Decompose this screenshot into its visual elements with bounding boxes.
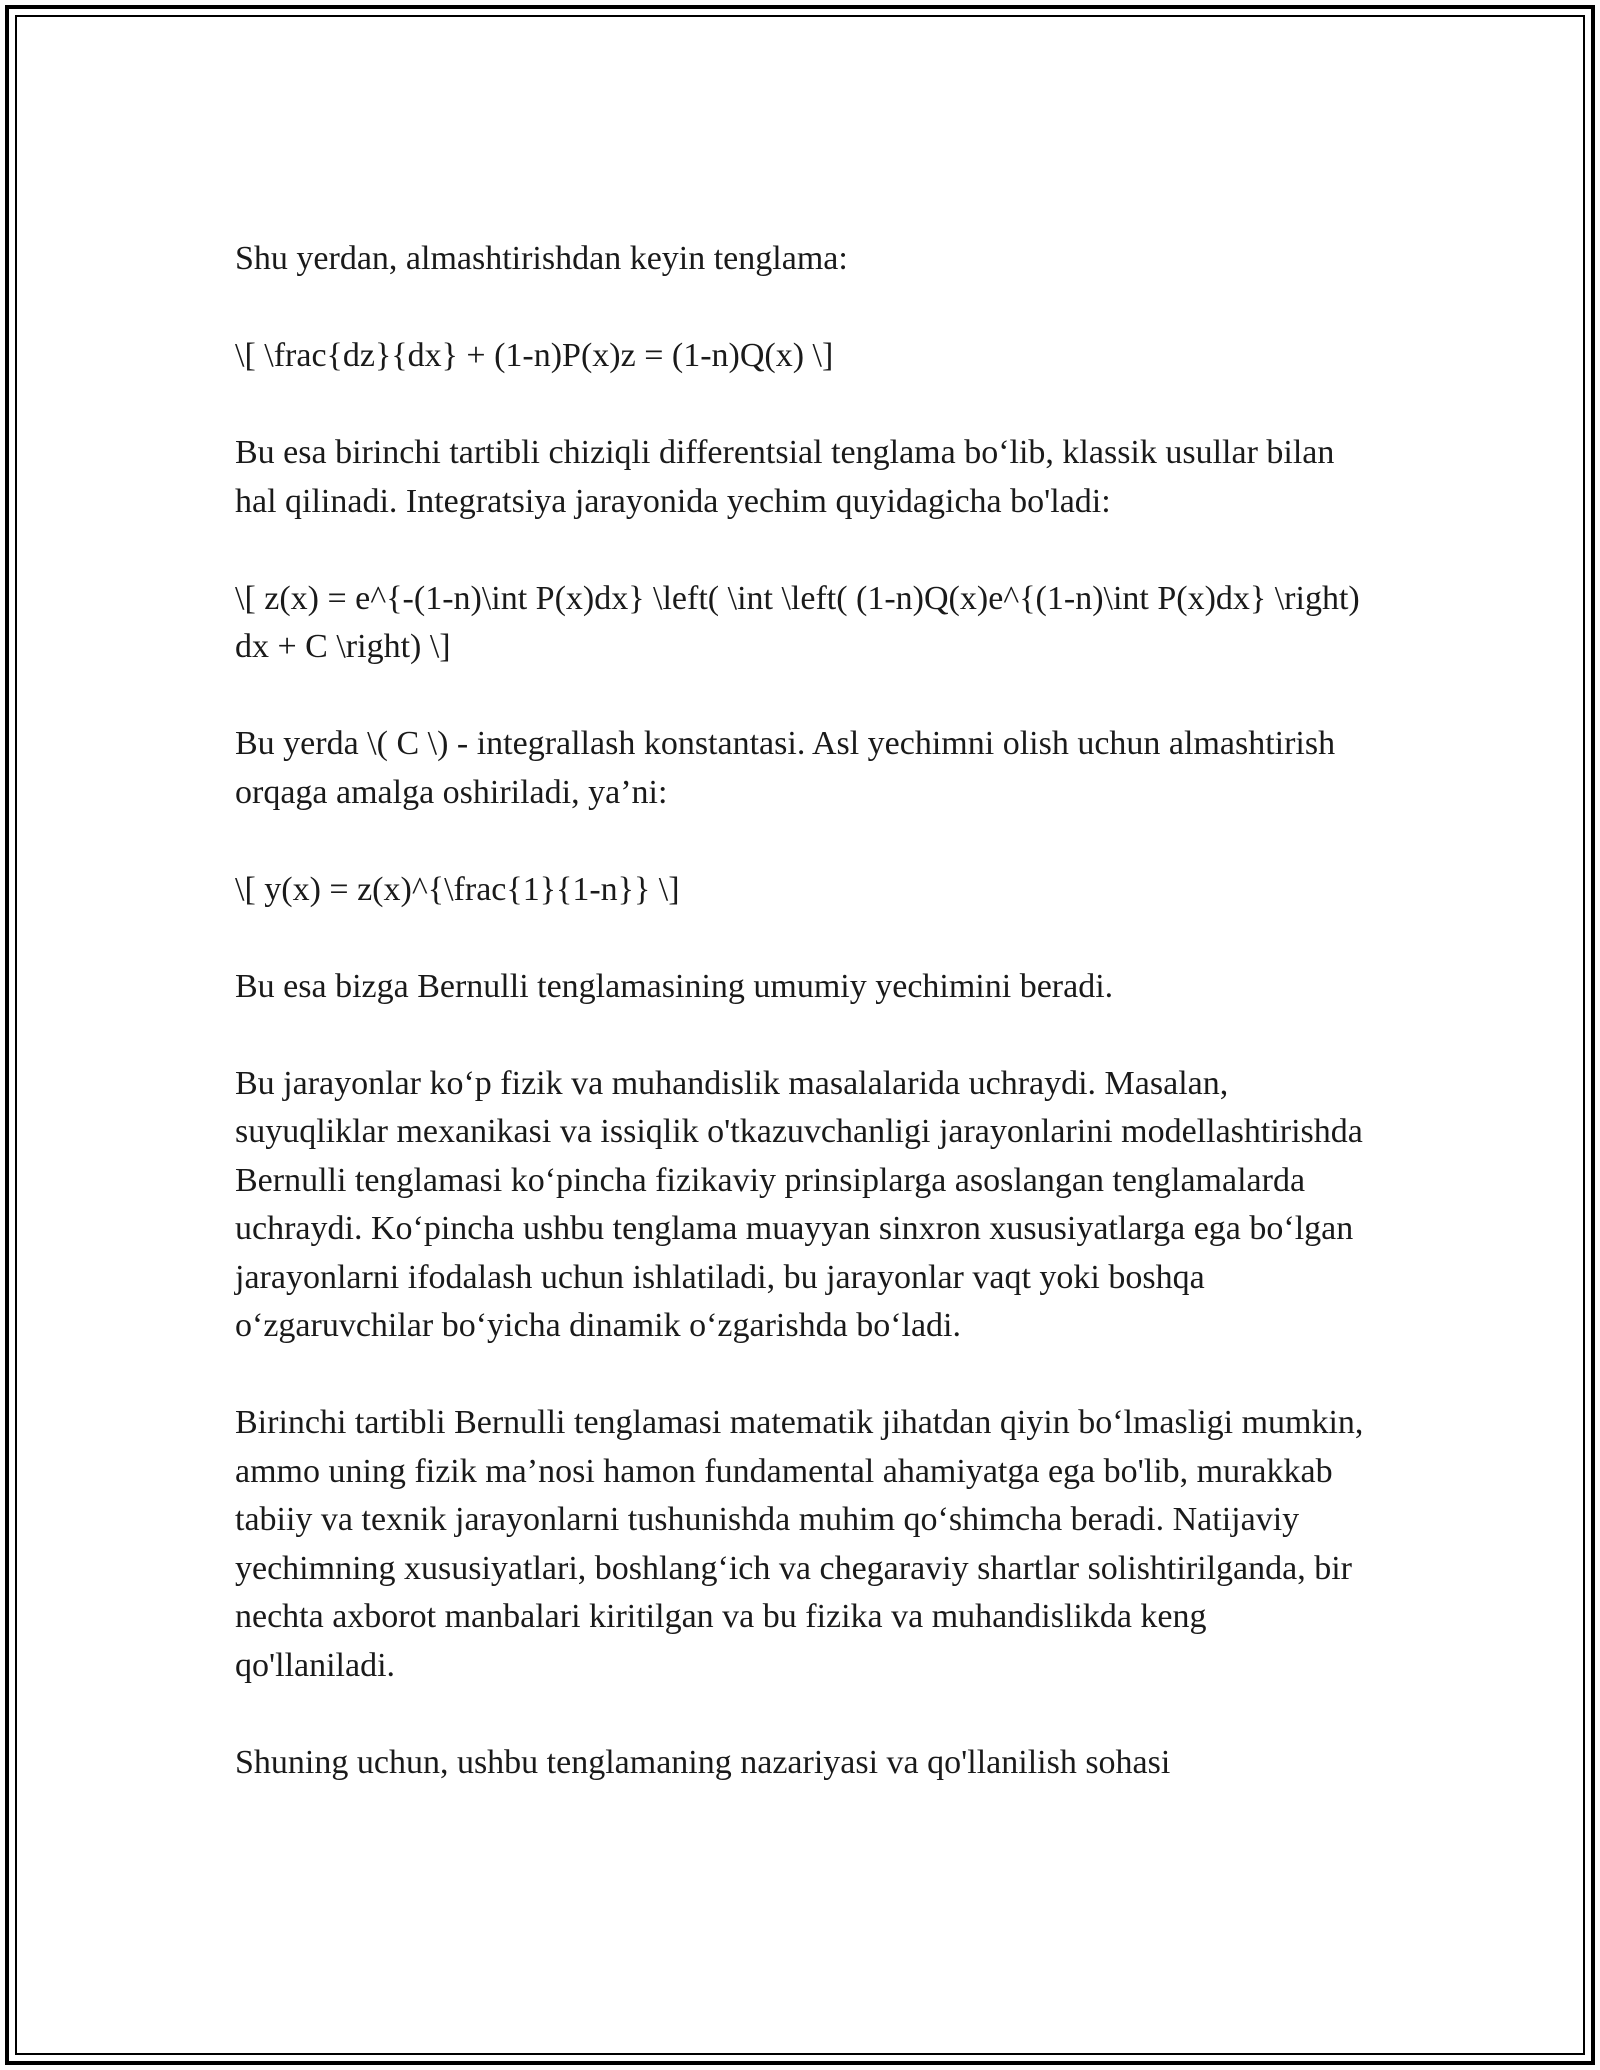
equation-y-solution: \[ y(x) = z(x)^{\frac{1}{1-n}} \] <box>235 870 680 908</box>
paragraph-general-solution: Bu esa bizga Bernulli tenglamasining umumiy yechimini beradi. <box>235 967 1114 1005</box>
equation-z-solution: \[ z(x) = e^{-(1-n)\int P(x)dx} \left( \int \left( (1-n)Q(x)e^{(1-n)\int P(x)dx} \right) dx + C \right) \] <box>235 579 1360 665</box>
paragraph-constant: Bu yerda \( C \) - integrallash konstantasi. Asl yechimni olish uchun almashtirish orqaga amalga oshiriladi, ya’ni: <box>235 725 1336 811</box>
paragraph-significance: Birinchi tartibli Bernulli tenglamasi matematik jihatdan qiyin bo‘lmasligi mumkin, ammo uning fizik ma’nosi hamon fundamental ahamiyatga ega bo'lib, murakkab tabiiy va texnik jarayonlarni tushunishda muhim qo‘shimcha beradi. Natijaviy yechimning xususiyatlari, boshlang‘ich va chegaraviy shartlar solishtirilganda, bir nechta axborot manbalari kiritilgan va bu fizika va muhandislikda keng qo'llaniladi. <box>235 1404 1364 1684</box>
paragraph-conclusion: Shuning uchun, ushbu tenglamaning nazariyasi va qo'llanilish sohasi <box>235 1743 1171 1781</box>
paragraph-intro: Shu yerdan, almashtirishdan keyin tenglama: <box>235 240 848 277</box>
document-body <box>235 235 1370 1836</box>
paragraph-applications: Bu jarayonlar ko‘p fizik va muhandislik masalalarida uchraydi. Masalan, suyuqliklar mexanikasi va issiqlik o'tkazuvchanligi jarayonlarini modellashtirishda Bernulli tenglamasi ko‘pincha fizikaviy prinsiplarga asoslangan tenglamalarda uchraydi. Ko‘pincha ushbu tenglama muayyan sinxron xususiyatlarga ega bo‘lgan jarayonlarni ifodalash uchun ishlatiladi, bu jarayonlar vaqt yoki boshqa o‘zgaruvchilar bo‘yicha dinamik o‘zgarishda bo‘ladi. <box>235 1064 1363 1344</box>
paragraph-linear-explanation: Bu esa birinchi tartibli chiziqli differentsial tenglama bo‘lib, klassik usullar bilan hal qilinadi. Integratsiya jarayonida yechim quyidagicha bo'ladi: <box>235 434 1335 520</box>
equation-linear-form: \[ \frac{dz}{dx} + (1-n)P(x)z = (1-n)Q(x) \] <box>235 337 834 374</box>
